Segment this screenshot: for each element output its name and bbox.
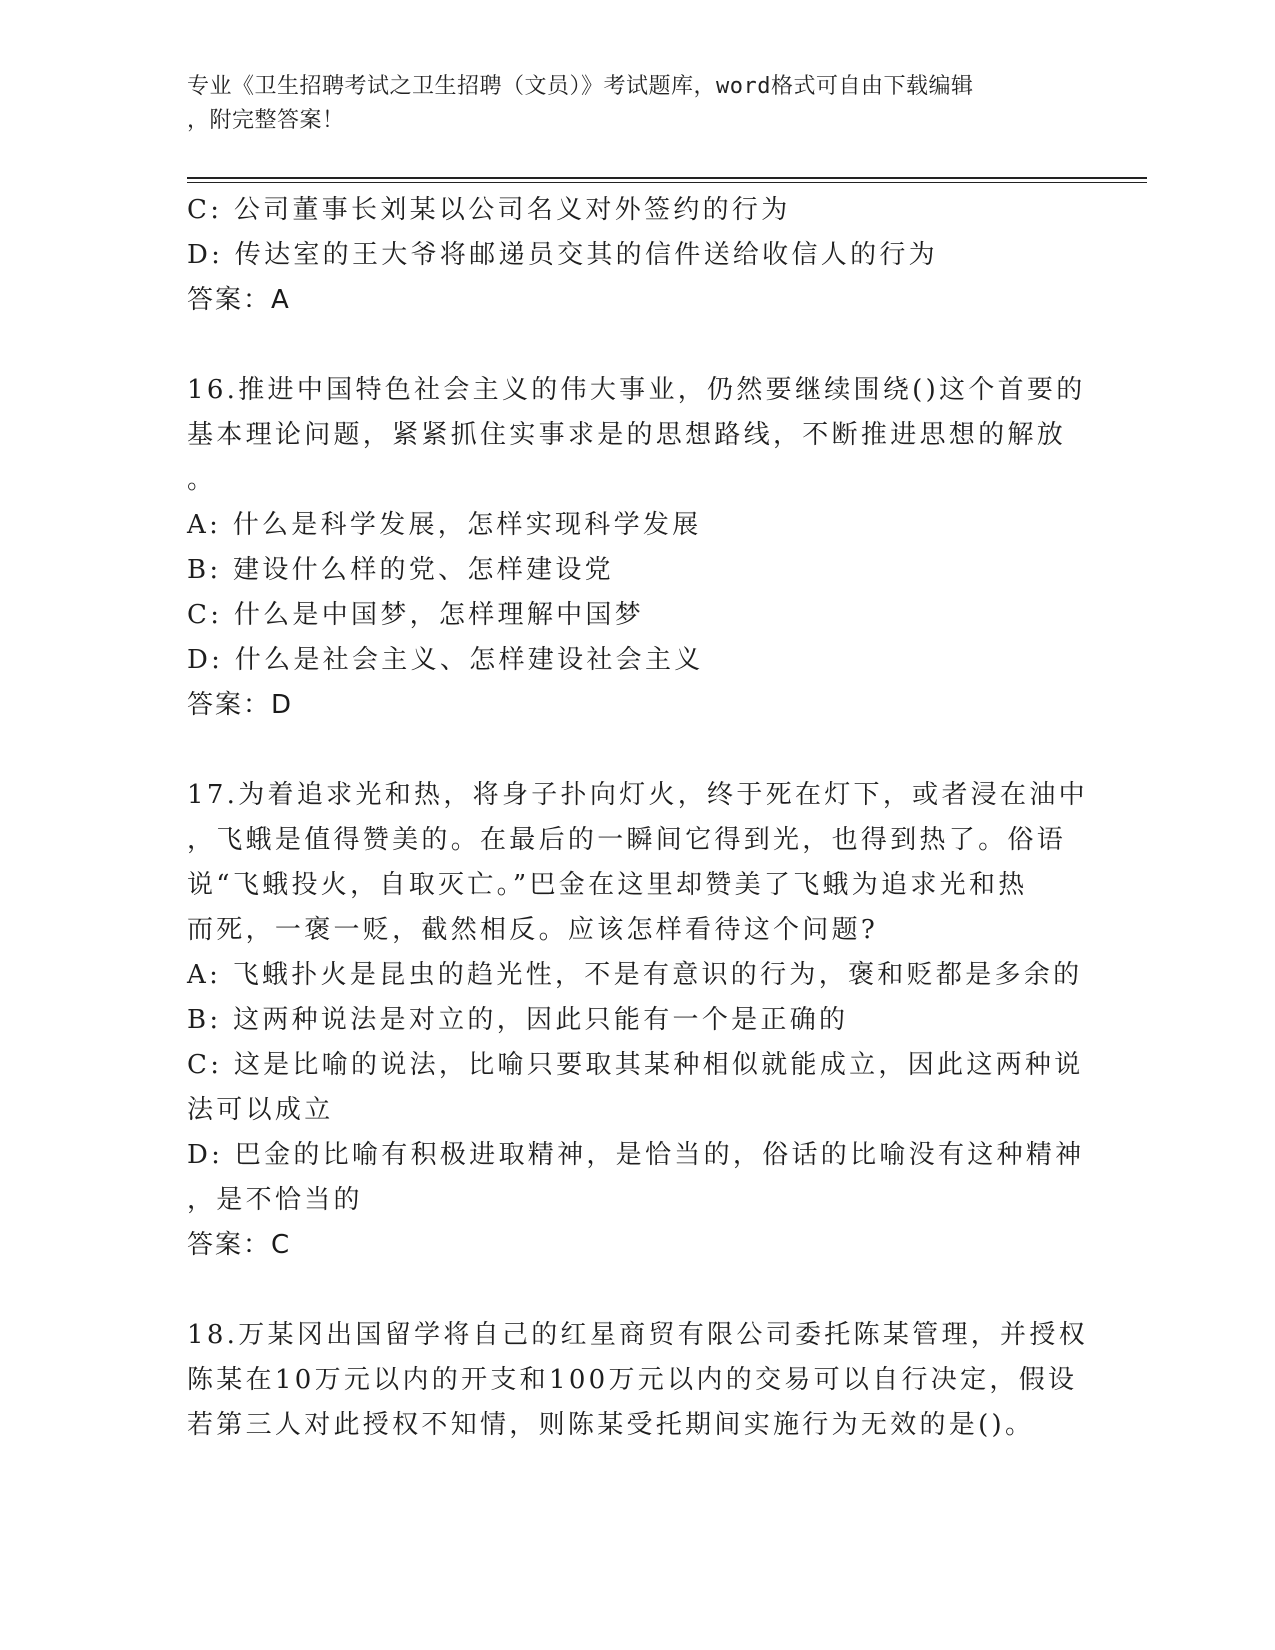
question-15 bbox=[187, 188, 1077, 323]
answer-label: 答案：D bbox=[187, 690, 294, 720]
question-stem-line: 说“飞蛾投火，自取灭亡。”巴金在这里却赞美了飞蛾为追求光和热 bbox=[187, 870, 1028, 900]
question-content bbox=[187, 188, 1088, 1448]
option-d: D: 传达室的王大爷将邮递员交其的信件送给收信人的行为 bbox=[187, 240, 938, 270]
option-d-continued: ，是不恰当的 bbox=[187, 1185, 363, 1215]
option-c: C: 公司董事长刘某以公司名义对外签约的行为 bbox=[187, 195, 791, 225]
answer-label: 答案：A bbox=[187, 285, 291, 315]
document-header bbox=[187, 70, 1077, 138]
question-18 bbox=[187, 1313, 1088, 1448]
question-stem-line: 18.万某冈出国留学将自己的红星商贸有限公司委托陈某管理，并授权 bbox=[187, 1320, 1088, 1350]
question-stem-line: 基本理论问题，紧紧抓住实事求是的思想路线，不断推进思想的解放 bbox=[187, 420, 1067, 450]
question-stem-line: 而死，一褒一贬，截然相反。应该怎样看待这个问题? bbox=[187, 915, 879, 945]
option-d: D: 什么是社会主义、怎样建设社会主义 bbox=[187, 645, 704, 675]
question-stem-line: 16.推进中国特色社会主义的伟大事业，仍然要继续围绕()这个首要的 bbox=[187, 375, 1086, 405]
option-b: B: 这两种说法是对立的，因此只能有一个是正确的 bbox=[187, 1005, 849, 1035]
header-line-1: 专业《卫生招聘考试之卫生招聘（文员）》考试题库，word格式可自由下载编辑 bbox=[187, 74, 974, 99]
option-d: D: 巴金的比喻有积极进取精神，是恰当的，俗话的比喻没有这种精神 bbox=[187, 1140, 1085, 1170]
answer-label: 答案：C bbox=[187, 1230, 292, 1260]
option-c: C: 什么是中国梦，怎样理解中国梦 bbox=[187, 600, 645, 630]
question-stem-line: 。 bbox=[187, 465, 217, 495]
header-divider-thick bbox=[187, 177, 1147, 179]
question-stem-line: 17.为着追求光和热，将身子扑向灯火，终于死在灯下，或者浸在油中 bbox=[187, 780, 1088, 810]
spacer bbox=[187, 1268, 1077, 1313]
spacer bbox=[187, 728, 1077, 773]
question-stem-line: 若第三人对此授权不知情，则陈某受托期间实施行为无效的是()。 bbox=[187, 1410, 1035, 1440]
question-stem-line: ，飞蛾是值得赞美的。在最后的一瞬间它得到光，也得到热了。俗语 bbox=[187, 825, 1067, 855]
spacer bbox=[187, 323, 1077, 368]
option-c: C: 这是比喻的说法，比喻只要取其某种相似就能成立，因此这两种说 bbox=[187, 1050, 1084, 1080]
option-a: A: 什么是科学发展，怎样实现科学发展 bbox=[187, 510, 702, 540]
option-a: A: 飞蛾扑火是昆虫的趋光性，不是有意识的行为，褒和贬都是多余的 bbox=[187, 960, 1083, 990]
question-stem-line: 陈某在10万元以内的开支和100万元以内的交易可以自行决定，假设 bbox=[187, 1365, 1078, 1395]
question-16 bbox=[187, 368, 1086, 728]
option-c-continued: 法可以成立 bbox=[187, 1095, 334, 1125]
header-line-2: ，附完整答案！ bbox=[187, 108, 345, 133]
header-divider-thin bbox=[187, 182, 1147, 183]
question-17 bbox=[187, 773, 1088, 1268]
option-b: B: 建设什么样的党、怎样建设党 bbox=[187, 555, 614, 585]
